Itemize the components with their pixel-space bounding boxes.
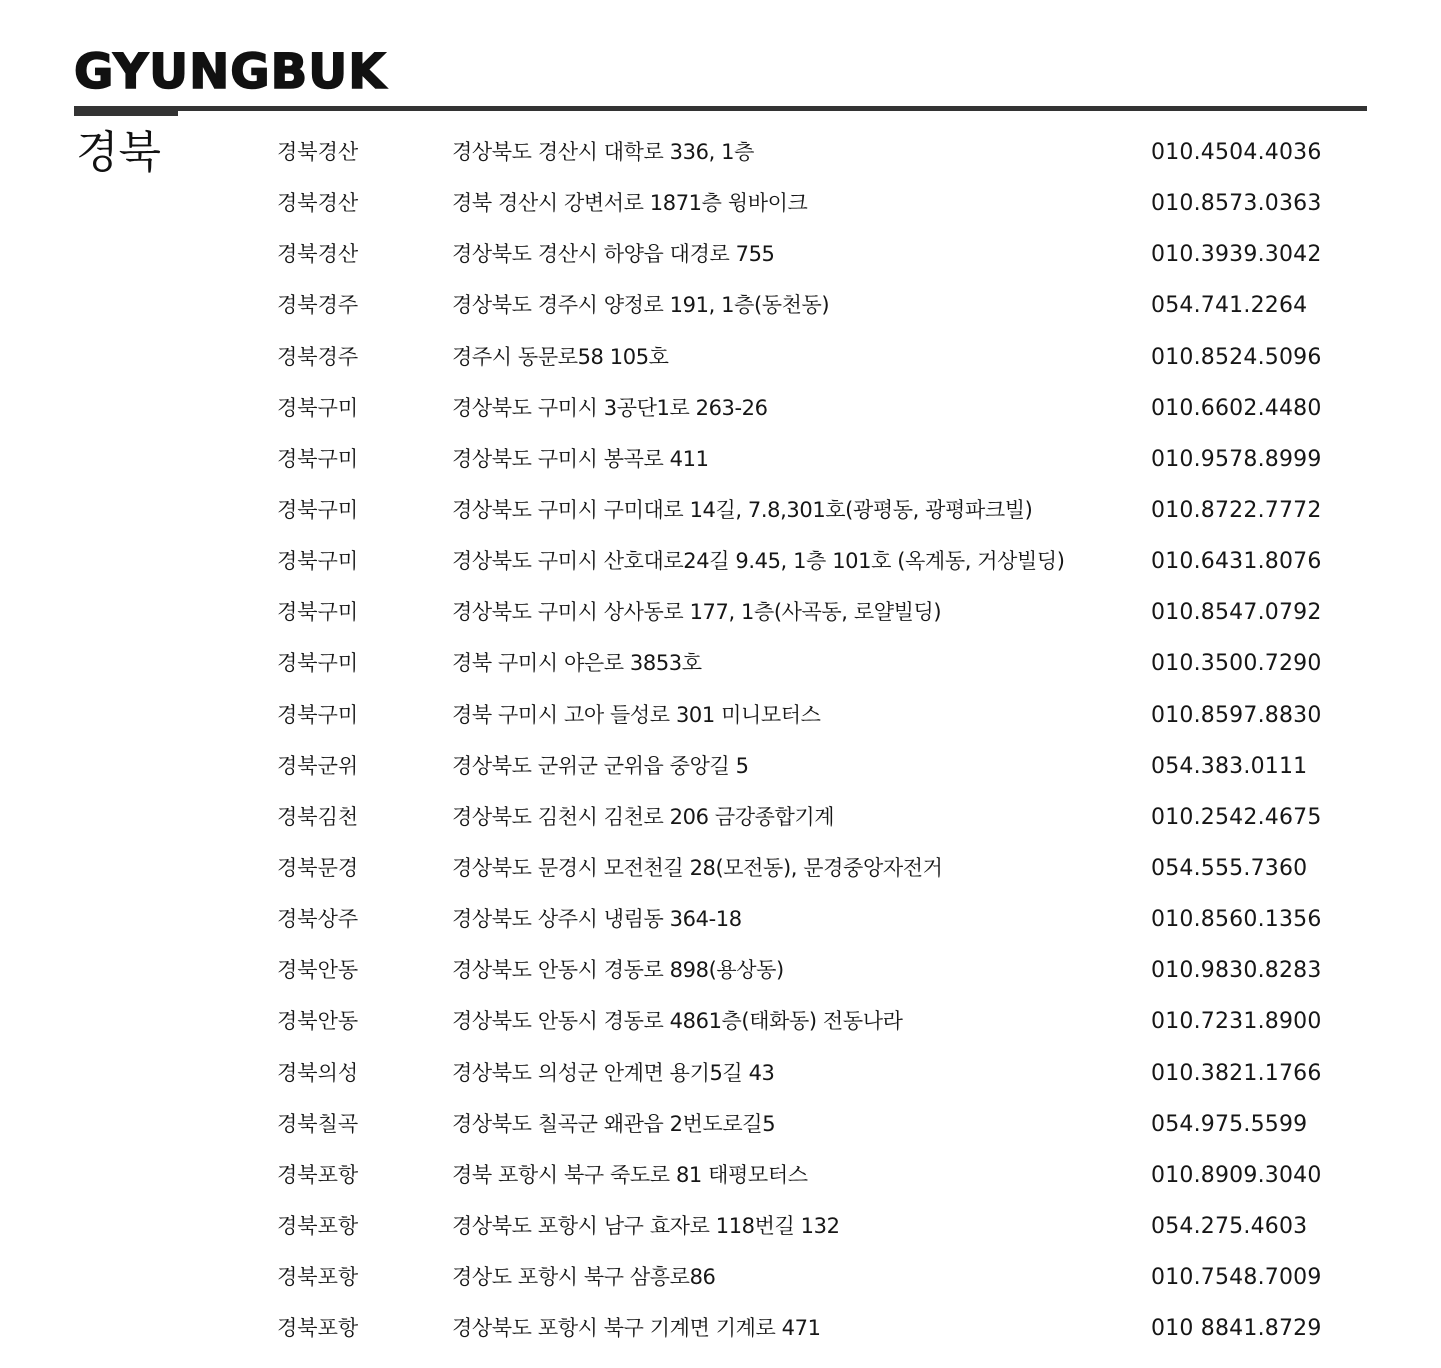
list-item bbox=[0, 792, 1441, 843]
address: 경상북도 상주시 냉림동 364-18 bbox=[452, 907, 742, 932]
list-item bbox=[0, 1048, 1441, 1099]
area-name: 경북포항 bbox=[277, 1213, 359, 1238]
address: 경상북도 포항시 북구 기계면 기계로 471 bbox=[452, 1316, 821, 1341]
dealer-list bbox=[0, 127, 1441, 1354]
phone-number: 010.8909.3040 bbox=[1151, 1162, 1322, 1188]
area-name: 경북의성 bbox=[277, 1060, 359, 1085]
area-name: 경북칠곡 bbox=[277, 1111, 359, 1136]
phone-number: 010.9578.8999 bbox=[1151, 446, 1322, 472]
area-name: 경북구미 bbox=[277, 497, 359, 522]
list-item bbox=[0, 383, 1441, 434]
phone-number: 010 8841.8729 bbox=[1151, 1316, 1322, 1342]
area-name: 경북구미 bbox=[277, 600, 359, 625]
area-name: 경북경주 bbox=[277, 344, 359, 369]
list-item bbox=[0, 1303, 1441, 1354]
address: 경상북도 구미시 구미대로 14길, 7.8,301호(광평동, 광평파크빌) bbox=[452, 497, 1033, 522]
phone-number: 010.7231.8900 bbox=[1151, 1009, 1322, 1035]
phone-number: 010.3500.7290 bbox=[1151, 651, 1322, 677]
phone-number: 010.9830.8283 bbox=[1151, 958, 1322, 984]
address: 경주시 동문로58 105호 bbox=[452, 344, 669, 369]
address: 경상북도 김천시 김천로 206 금강종합기계 bbox=[452, 804, 835, 829]
phone-number: 010.7548.7009 bbox=[1151, 1265, 1322, 1291]
phone-number: 054.383.0111 bbox=[1151, 753, 1308, 779]
header-divider bbox=[74, 106, 1367, 111]
phone-number: 010.8524.5096 bbox=[1151, 344, 1322, 370]
list-item bbox=[0, 485, 1441, 536]
phone-number: 054.555.7360 bbox=[1151, 855, 1308, 881]
list-item bbox=[0, 1201, 1441, 1252]
phone-number: 010.2542.4675 bbox=[1151, 804, 1322, 830]
list-item bbox=[0, 127, 1441, 178]
phone-number: 054.975.5599 bbox=[1151, 1111, 1308, 1137]
list-item bbox=[0, 1252, 1441, 1303]
address: 경상도 포항시 북구 삼흥로86 bbox=[452, 1265, 716, 1290]
address: 경상북도 구미시 봉곡로 411 bbox=[452, 446, 709, 471]
address: 경상북도 경주시 양정로 191, 1층(동천동) bbox=[452, 293, 830, 318]
list-item bbox=[0, 434, 1441, 485]
phone-number: 010.6602.4480 bbox=[1151, 395, 1322, 421]
address: 경상북도 구미시 상사동로 177, 1층(사곡동, 로얄빌딩) bbox=[452, 600, 942, 625]
area-name: 경북포항 bbox=[277, 1162, 359, 1187]
phone-number: 010.8597.8830 bbox=[1151, 702, 1322, 728]
area-name: 경북포항 bbox=[277, 1265, 359, 1290]
list-item bbox=[0, 178, 1441, 229]
address: 경상북도 군위군 군위읍 중앙길 5 bbox=[452, 753, 749, 778]
address: 경상북도 구미시 산호대로24길 9.45, 1층 101호 (옥계동, 거상빌딩) bbox=[452, 549, 1065, 574]
list-item bbox=[0, 229, 1441, 280]
address: 경상북도 안동시 경동로 4861층(태화동) 전동나라 bbox=[452, 1009, 903, 1034]
area-name: 경북경주 bbox=[277, 293, 359, 318]
address: 경북 포항시 북구 죽도로 81 태평모터스 bbox=[452, 1162, 808, 1187]
phone-number: 010.8722.7772 bbox=[1151, 497, 1322, 523]
list-item bbox=[0, 843, 1441, 894]
phone-number: 010.8547.0792 bbox=[1151, 600, 1322, 626]
area-name: 경북안동 bbox=[277, 958, 359, 983]
page-title: GYUNGBUK bbox=[74, 44, 387, 100]
list-item bbox=[0, 332, 1441, 383]
phone-number: 010.8573.0363 bbox=[1151, 191, 1322, 217]
address: 경북 구미시 야은로 3853호 bbox=[452, 651, 702, 676]
address: 경북 경산시 강변서로 1871층 윙바이크 bbox=[452, 191, 808, 216]
list-item bbox=[0, 638, 1441, 689]
area-name: 경북구미 bbox=[277, 549, 359, 574]
address: 경상북도 구미시 3공단1로 263-26 bbox=[452, 395, 768, 420]
address: 경상북도 안동시 경동로 898(용상동) bbox=[452, 958, 784, 983]
list-item bbox=[0, 1099, 1441, 1150]
area-name: 경북포항 bbox=[277, 1316, 359, 1341]
list-item bbox=[0, 741, 1441, 792]
list-item bbox=[0, 587, 1441, 638]
phone-number: 054.275.4603 bbox=[1151, 1213, 1308, 1239]
area-name: 경북문경 bbox=[277, 855, 359, 880]
list-item bbox=[0, 690, 1441, 741]
list-item bbox=[0, 894, 1441, 945]
address: 경상북도 칠곡군 왜관읍 2번도로길5 bbox=[452, 1111, 776, 1136]
area-name: 경북김천 bbox=[277, 804, 359, 829]
list-item bbox=[0, 280, 1441, 331]
address: 경상북도 경산시 대학로 336, 1층 bbox=[452, 140, 754, 164]
area-name: 경북구미 bbox=[277, 702, 359, 727]
area-name: 경북경산 bbox=[277, 242, 359, 267]
header-divider-accent bbox=[74, 106, 178, 116]
address: 경북 구미시 고아 들성로 301 미니모터스 bbox=[452, 702, 821, 727]
area-name: 경북구미 bbox=[277, 446, 359, 471]
list-item bbox=[0, 536, 1441, 587]
list-item bbox=[0, 1150, 1441, 1201]
phone-number: 010.4504.4036 bbox=[1151, 140, 1322, 165]
area-name: 경북안동 bbox=[277, 1009, 359, 1034]
area-name: 경북구미 bbox=[277, 651, 359, 676]
address: 경상북도 포항시 남구 효자로 118번길 132 bbox=[452, 1213, 840, 1238]
phone-number: 010.3821.1766 bbox=[1151, 1060, 1322, 1086]
area-name: 경북군위 bbox=[277, 753, 359, 778]
area-name: 경북경산 bbox=[277, 191, 359, 216]
address: 경상북도 경산시 하양읍 대경로 755 bbox=[452, 242, 775, 267]
phone-number: 010.8560.1356 bbox=[1151, 907, 1322, 933]
phone-number: 010.6431.8076 bbox=[1151, 549, 1322, 575]
area-name: 경북경산 bbox=[277, 140, 359, 164]
area-name: 경북상주 bbox=[277, 907, 359, 932]
address: 경상북도 의성군 안계면 용기5길 43 bbox=[452, 1060, 775, 1085]
region-label: 경북 bbox=[76, 127, 162, 178]
phone-number: 010.3939.3042 bbox=[1151, 242, 1322, 268]
address: 경상북도 문경시 모전천길 28(모전동), 문경중앙자전거 bbox=[452, 855, 943, 880]
list-item bbox=[0, 996, 1441, 1047]
area-name: 경북구미 bbox=[277, 395, 359, 420]
phone-number: 054.741.2264 bbox=[1151, 293, 1308, 319]
list-item bbox=[0, 945, 1441, 996]
